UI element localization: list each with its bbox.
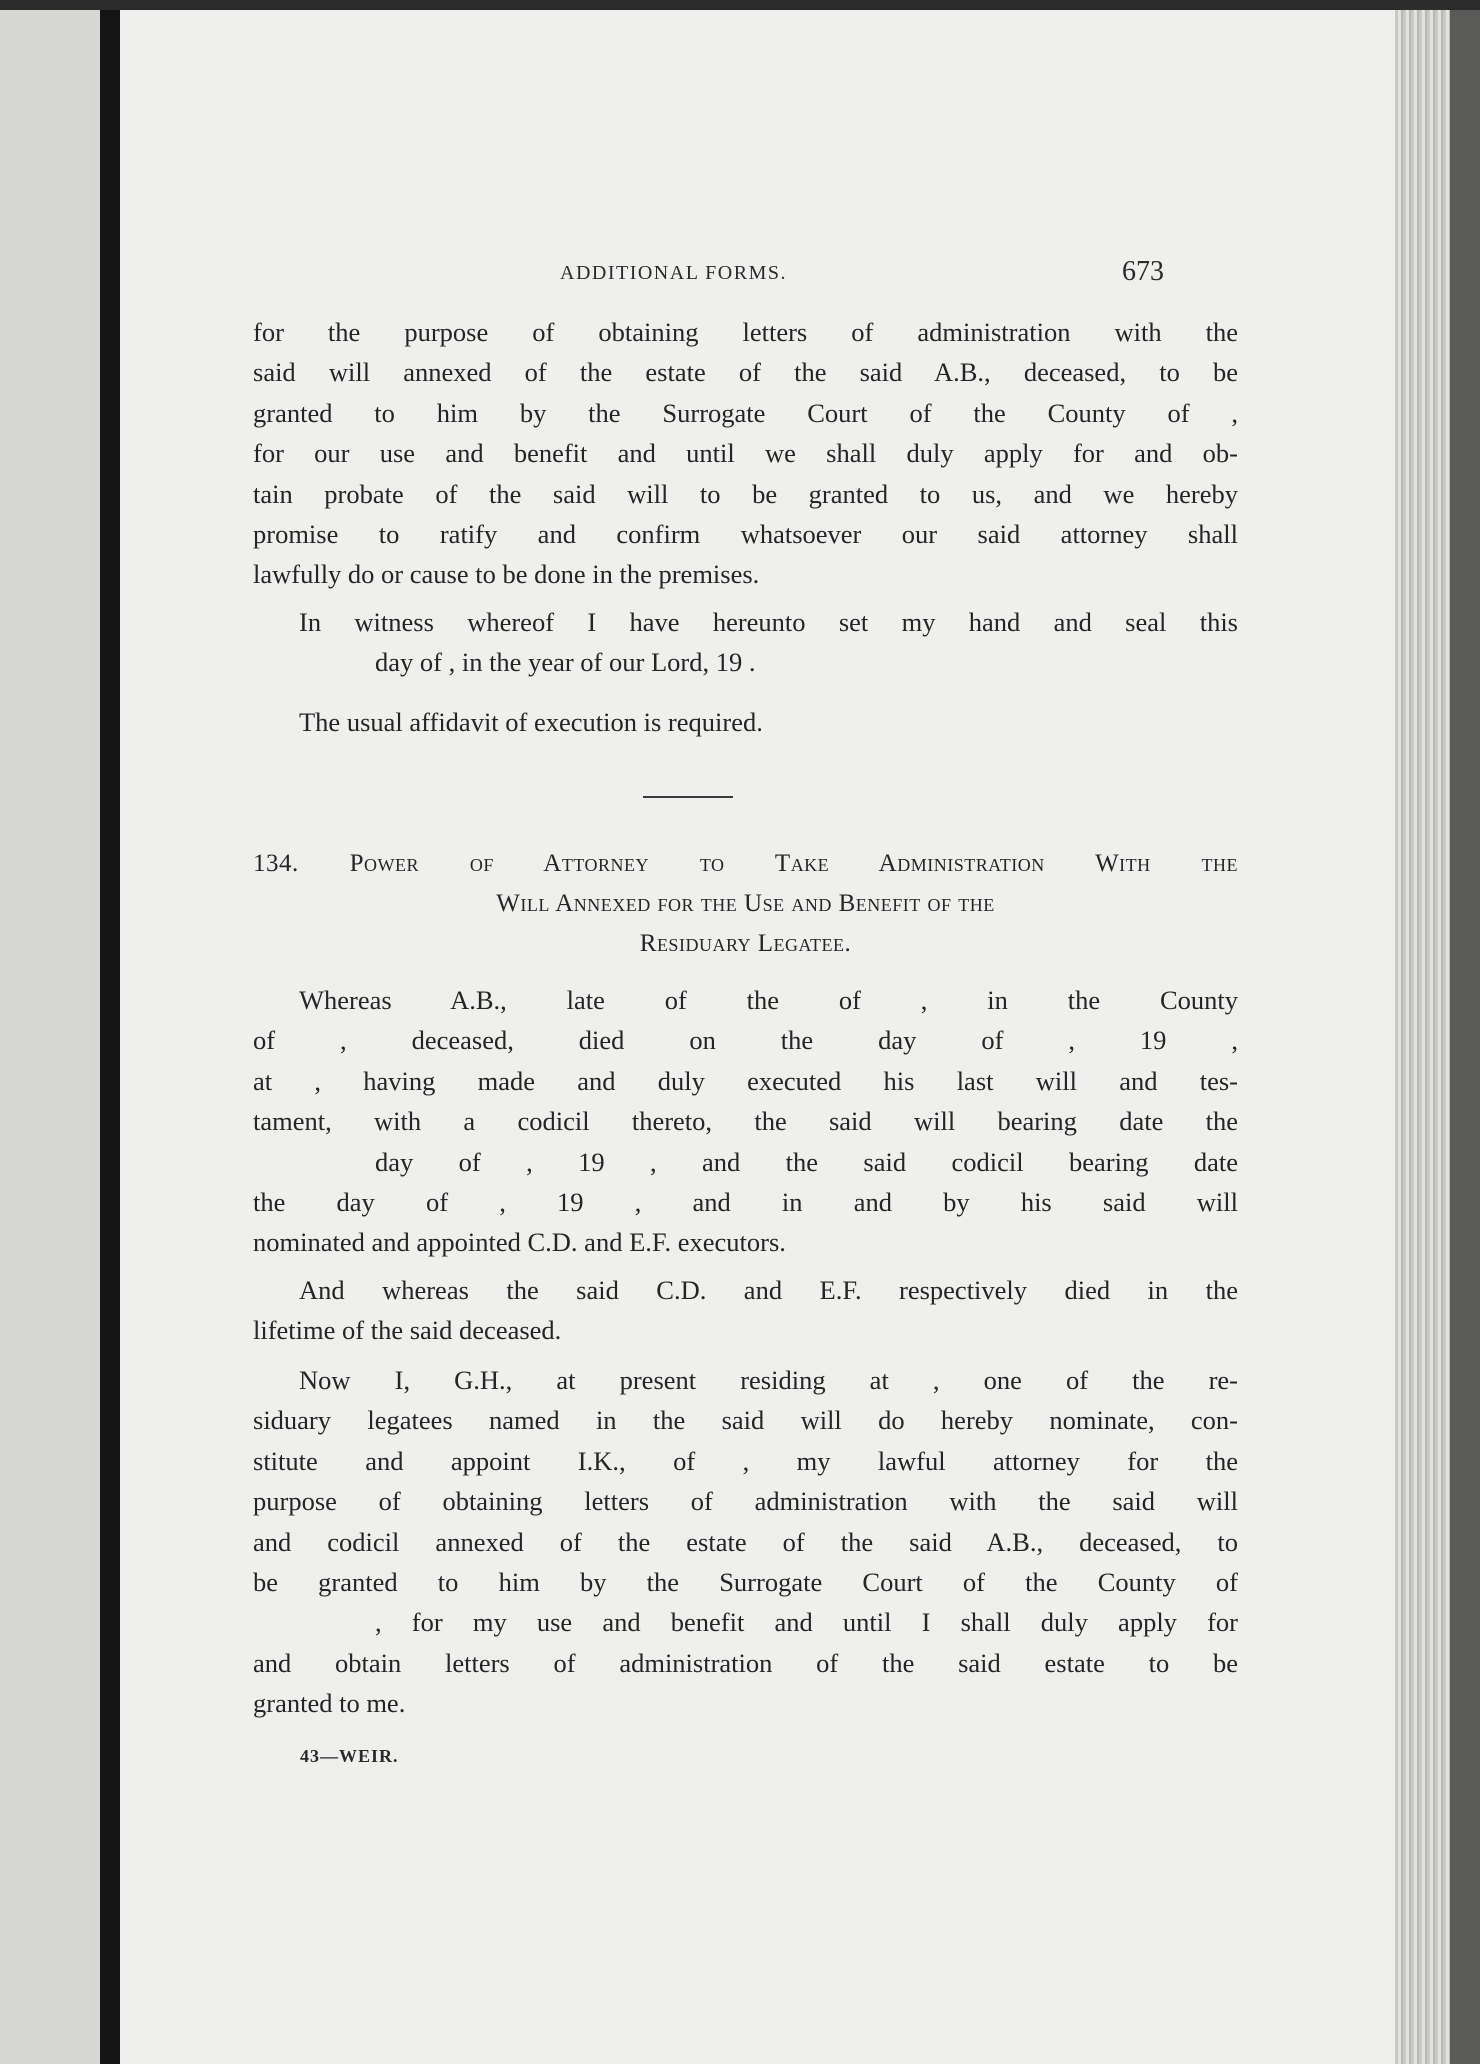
- witness-paragraph: [253, 602, 1238, 683]
- text-line: The usual affidavit of execution is required.: [299, 707, 763, 737]
- text-line: of , deceased, died on the day of , 19 ,: [253, 1025, 1238, 1056]
- text-line: tament, with a codicil thereto, the said will bearing date the: [253, 1106, 1238, 1137]
- text-line: be granted to him by the Surrogate Court of the County of: [253, 1566, 1238, 1597]
- book-binding: [100, 10, 120, 2064]
- affidavit-paragraph: [253, 702, 1238, 742]
- heading-line: Residuary Legatee.: [639, 930, 852, 957]
- now-i-paragraph: [253, 1360, 1238, 1724]
- and-whereas-paragraph: [253, 1270, 1238, 1351]
- facing-page-edge: [0, 10, 100, 2064]
- text-line: tain probate of the said will to be granted to us, and we hereby: [253, 478, 1238, 509]
- text-line: and codicil annexed of the estate of the said A.B., deceased, to: [253, 1526, 1238, 1557]
- text-line: granted to me.: [253, 1688, 406, 1719]
- printer-signature-mark: 43—WEIR.: [300, 1746, 399, 1766]
- running-head-title: ADDITIONAL FORMS.: [560, 262, 787, 284]
- text-line: nominated and appointed C.D. and E.F. executors.: [253, 1227, 786, 1258]
- text-line: for the purpose of obtaining letters of administration with the: [253, 317, 1238, 347]
- text-line: lifetime of the said deceased.: [253, 1315, 562, 1346]
- text-line: said will annexed of the estate of the said A.B., deceased, to be: [253, 357, 1238, 388]
- whereas-paragraph: [253, 980, 1238, 1263]
- text-line: and obtain letters of administration of the said estate to be: [253, 1647, 1238, 1678]
- text-line: at , having made and duly executed his last will and tes-: [253, 1065, 1238, 1096]
- text-line: the day of , 19 , and in and by his said will: [253, 1186, 1238, 1217]
- text-line: purpose of obtaining letters of administration with the said will: [253, 1486, 1238, 1517]
- section-divider: [643, 796, 733, 798]
- text-line: stitute and appoint I.K., of , my lawful attorney for the: [253, 1445, 1238, 1476]
- heading-line: Will Annexed for the Use and Benefit of the: [496, 890, 995, 917]
- text-line: day of , 19 , and the said codicil bearing date: [375, 1146, 1238, 1177]
- text-line: siduary legatees named in the said will do hereby nominate, con-: [253, 1405, 1238, 1436]
- book-page: [120, 10, 1395, 2064]
- text-line: In witness whereof I have hereunto set my hand and seal this: [299, 607, 1238, 637]
- text-line: promise to ratify and confirm whatsoever our said attorney shall: [253, 518, 1238, 549]
- text-line: And whereas the said C.D. and E.F. respectively died in the: [299, 1275, 1238, 1305]
- text-line: Now I, G.H., at present residing at , one of the re-: [299, 1365, 1238, 1395]
- text-line: lawfully do or cause to be done in the premises.: [253, 559, 760, 590]
- running-head: [120, 256, 1395, 296]
- book-cover-edge: [1450, 10, 1480, 2064]
- text-line: for our use and benefit and until we shall duly apply for and ob-: [253, 438, 1238, 469]
- heading-line: 134. Power of Attorney to Take Administration With the: [253, 850, 1238, 877]
- text-line: granted to him by the Surrogate Court of the County of ,: [253, 397, 1238, 428]
- text-line: Whereas A.B., late of the of , in the County: [299, 985, 1238, 1015]
- page-number: 673: [1122, 256, 1164, 287]
- text-line: , for my use and benefit and until I shall duly apply for: [375, 1607, 1238, 1638]
- section-heading: [253, 844, 1238, 964]
- text-line: day of , in the year of our Lord, 19 .: [375, 647, 756, 678]
- page-stack-edge: [1395, 10, 1450, 2064]
- paragraph-continuation: [253, 312, 1238, 595]
